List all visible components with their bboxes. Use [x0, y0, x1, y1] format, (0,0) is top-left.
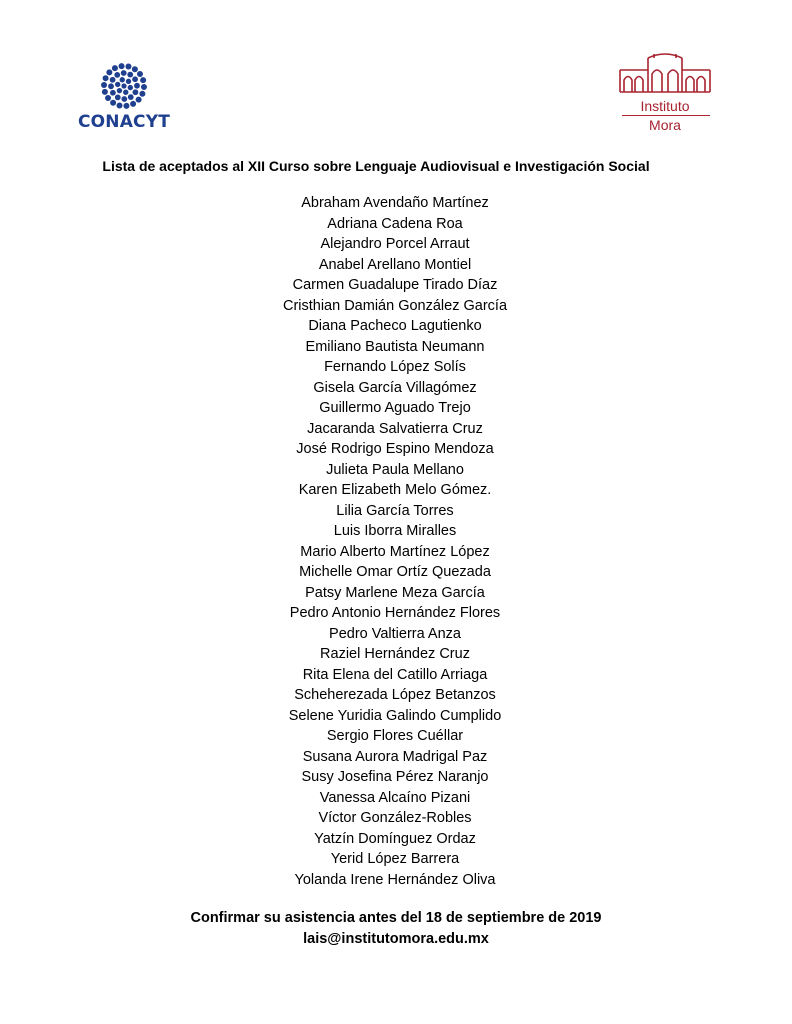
- list-item: Gisela García Villagómez: [313, 379, 477, 396]
- list-item: Scheherezada López Betanzos: [294, 687, 496, 703]
- list-item: Carmen Guadalupe Tirado Díaz: [292, 277, 498, 293]
- logo-dot: [120, 77, 125, 82]
- logo-dot: [121, 70, 127, 76]
- logo-dot: [110, 77, 116, 83]
- list-item: Yolanda Irene Hernández Oliva: [294, 871, 496, 888]
- conacyt-logo: [76, 60, 172, 136]
- list-item: Emiliano Bautista Neumann: [305, 338, 485, 355]
- list-item: Diana Pacheco Lagutienko: [308, 318, 482, 334]
- logo-dot: [103, 75, 109, 81]
- logo-dot: [132, 66, 138, 72]
- list-item: Sergio Flores Cuéllar: [326, 728, 464, 744]
- instituto-mora-logo-line2: Mora: [649, 117, 681, 133]
- list-item: Julieta Paula Mellano: [326, 461, 464, 478]
- list-item: Lilia García Torres: [336, 502, 454, 519]
- instituto-mora-logo-line1: Instituto: [640, 98, 690, 114]
- list-item: Guillermo Aguado Trejo: [319, 400, 471, 416]
- building-arches-icon: [618, 52, 712, 94]
- list-item: Alejandro Porcel Arraut: [320, 236, 470, 252]
- list-item: Anabel Arellano Montiel: [318, 256, 472, 273]
- logo-dot: [125, 64, 131, 70]
- logo-dot: [132, 76, 138, 82]
- logo-dot: [136, 97, 142, 103]
- logo-dot: [101, 82, 107, 88]
- logo-dot: [115, 82, 120, 87]
- logo-dot: [137, 71, 143, 77]
- list-item: Pedro Valtierra Anza: [329, 625, 461, 642]
- list-item: Patsy Marlene Meza García: [305, 584, 485, 601]
- logo-dot: [127, 72, 133, 78]
- list-item: Mario Alberto Martínez López: [300, 543, 490, 560]
- logo-dot: [110, 100, 116, 106]
- list-item: Víctor González-Robles: [318, 810, 472, 826]
- logo-divider: [622, 115, 710, 116]
- logo-dot: [134, 83, 140, 89]
- logo-dot: [106, 69, 112, 75]
- list-item: Cristhian Damián González García: [282, 297, 508, 314]
- logo-dot: [114, 72, 120, 78]
- list-item: Susy Josefina Pérez Naranjo: [301, 769, 489, 785]
- logo-dot: [117, 88, 122, 93]
- logo-dot: [115, 95, 121, 101]
- logo-dot: [121, 96, 127, 102]
- list-item: Adriana Cadena Roa: [327, 215, 463, 232]
- logo-dot: [123, 90, 128, 95]
- logo-dot: [139, 91, 145, 97]
- list-item: Raziel Hernández Cruz: [320, 646, 470, 662]
- list-item: Fernando López Solís: [324, 359, 466, 375]
- list-item: Abraham Avendaño Martínez: [301, 195, 489, 211]
- logo-dot: [141, 84, 147, 90]
- list-item: Luis Iborra Miralles: [333, 523, 457, 539]
- list-item: Michelle Omar Ortíz Quezada: [299, 564, 491, 580]
- list-item: Yatzín Domínguez Ordaz: [314, 830, 476, 847]
- logo-dot: [110, 90, 116, 96]
- list-item: Jacaranda Salvatierra Cruz: [307, 420, 483, 437]
- logo-dot: [126, 79, 131, 84]
- list-item: Vanessa Alcaíno Pizani: [319, 789, 471, 806]
- logo-dot: [123, 103, 129, 109]
- logo-dot: [108, 83, 114, 89]
- confirmation-note: Confirmar su asistencia antes del 18 de septiembre de 2019: [190, 910, 602, 926]
- logo-dot: [117, 102, 123, 108]
- logo-dot: [119, 63, 125, 69]
- list-item: Yerid López Barrera: [330, 851, 460, 867]
- accepted-names-list: [0, 193, 792, 890]
- logo-dot: [128, 94, 134, 100]
- instituto-mora-logo: [614, 52, 716, 136]
- list-item: Rita Elena del Catillo Arriaga: [302, 666, 488, 683]
- logo-dot: [128, 85, 133, 90]
- list-item: Pedro Antonio Hernández Flores: [289, 605, 501, 621]
- logo-dot: [105, 95, 111, 101]
- logo-dot: [121, 83, 126, 88]
- list-item: Selene Yuridia Galindo Cumplido: [288, 707, 502, 724]
- list-item: José Rodrigo Espino Mendoza: [296, 441, 494, 457]
- logo-dot: [112, 65, 118, 71]
- conacyt-logo-text: CONACYT: [77, 112, 171, 132]
- logo-dot: [102, 89, 108, 95]
- contact-email: lais@institutomora.edu.mx: [303, 931, 489, 947]
- document-title: Lista de aceptados al XII Curso sobre Lenguaje Audiovisual e Investigación Social: [102, 158, 650, 174]
- list-item: Susana Aurora Madrigal Paz: [302, 748, 488, 765]
- conacyt-dots-icon: [96, 60, 152, 112]
- logo-dot: [140, 77, 146, 83]
- list-item: Karen Elizabeth Melo Gómez.: [298, 482, 492, 498]
- logo-dot: [130, 101, 136, 107]
- logo-dot: [133, 89, 139, 95]
